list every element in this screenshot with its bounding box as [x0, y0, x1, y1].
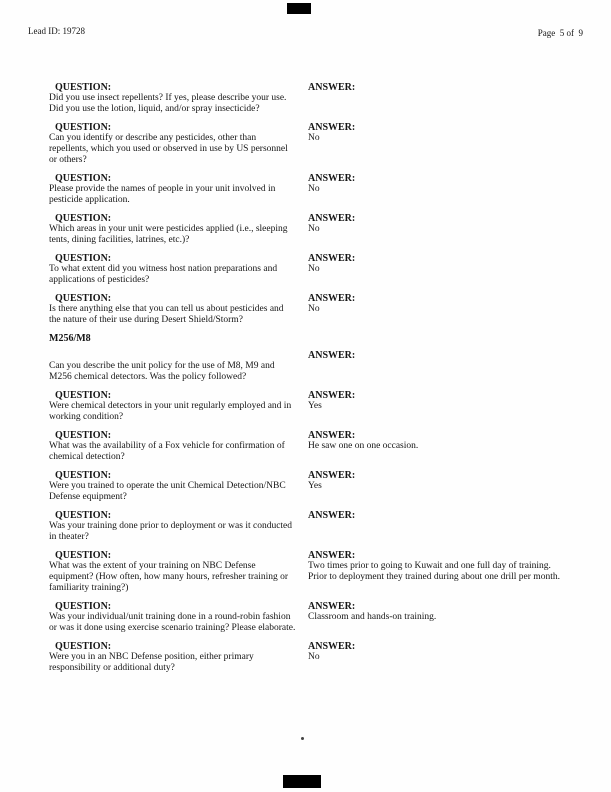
answer-text: Yes	[308, 481, 322, 491]
answer-text: No	[308, 224, 320, 234]
question-text: What was the extent of your training on NBC Defense equipment? (How often, how many hours, refresher training or familiarity training?)	[49, 561, 289, 593]
answer-label: ANSWER:	[308, 82, 356, 93]
answer-text: No	[308, 652, 320, 662]
question-text: Was your individual/unit training done in a round-robin fashion or was it done using exercise scenario training? Please elaborate.	[49, 612, 296, 633]
answer-label: ANSWER:	[308, 213, 356, 224]
question-label: QUESTION:	[55, 641, 112, 652]
qa-item	[49, 550, 576, 594]
answer-label: ANSWER:	[308, 293, 356, 304]
question-text: Were chemical detectors in your unit regularly employed and in working condition?	[49, 401, 292, 422]
answer-text	[308, 361, 576, 383]
qa-item	[49, 293, 576, 326]
question-label: QUESTION:	[55, 253, 112, 264]
qa-item	[49, 350, 576, 383]
question-text: Was your training done prior to deployment or was it conducted in theater?	[49, 521, 293, 542]
qa-item	[49, 253, 576, 286]
qa-content	[49, 82, 576, 681]
answer-label: ANSWER:	[308, 390, 356, 401]
scan-registration-mark-bottom	[283, 775, 321, 788]
answer-text	[308, 93, 576, 115]
question-label: QUESTION:	[55, 82, 112, 93]
qa-item	[49, 82, 576, 115]
question-text: To what extent did you witness host nation preparations and applications of pesticides?	[49, 264, 278, 285]
qa-item	[49, 470, 576, 503]
answer-label: ANSWER:	[308, 641, 356, 652]
answer-label: ANSWER:	[308, 601, 356, 612]
question-label: QUESTION:	[55, 390, 112, 401]
question-label: QUESTION:	[55, 470, 112, 481]
qa-item	[49, 641, 576, 674]
answer-label: ANSWER:	[308, 550, 356, 561]
section-heading: M256/M8	[49, 333, 91, 344]
question-text: Were you in an NBC Defense position, either primary responsibility or additional duty?	[49, 652, 254, 673]
scan-registration-mark-top	[287, 3, 311, 14]
page-number: Page 5 of 9	[537, 28, 583, 38]
qa-item	[49, 122, 576, 166]
question-text: Were you trained to operate the unit Chemical Detection/NBC Defense equipment?	[49, 481, 286, 502]
qa-item	[49, 390, 576, 423]
question-label: QUESTION:	[55, 601, 112, 612]
qa-item	[49, 213, 576, 246]
answer-text: Yes	[308, 401, 322, 411]
answer-text: No	[308, 304, 320, 314]
question-text: Can you describe the unit policy for the use of M8, M9 and M256 chemical detectors. Was the policy followed?	[49, 361, 275, 382]
question-label: QUESTION:	[55, 173, 112, 184]
qa-item	[49, 510, 576, 543]
question-label: QUESTION:	[55, 550, 112, 561]
question-label-empty	[49, 350, 308, 361]
question-text: What was the availability of a Fox vehicle for confirmation of chemical detection?	[49, 441, 285, 462]
qa-item	[49, 173, 576, 206]
answer-label: ANSWER:	[308, 173, 356, 184]
question-label: QUESTION:	[55, 122, 112, 133]
answer-text: No	[308, 184, 320, 194]
answer-label: ANSWER:	[308, 430, 356, 441]
question-label: QUESTION:	[55, 293, 112, 304]
question-text: Is there anything else that you can tell us about pesticides and the nature of their use during Desert Shield/Storm?	[49, 304, 284, 325]
lead-id: Lead ID: 19728	[28, 26, 85, 36]
answer-text: No	[308, 264, 320, 274]
question-label: QUESTION:	[55, 213, 112, 224]
answer-label: ANSWER:	[308, 122, 356, 133]
question-text: Which areas in your unit were pesticides applied (i.e., sleeping tents, dining facilities, latrines, etc.)?	[49, 224, 288, 245]
qa-item	[49, 430, 576, 463]
answer-label: ANSWER:	[308, 350, 356, 361]
answer-text: He saw one on one occasion.	[308, 441, 419, 451]
qa-item	[49, 601, 576, 634]
answer-text: Classroom and hands-on training.	[308, 612, 437, 622]
scan-stray-dot	[301, 737, 304, 740]
question-text: Please provide the names of people in your unit involved in pesticide application.	[49, 184, 276, 205]
answer-text: No	[308, 133, 320, 143]
answer-text: Two times prior to going to Kuwait and one full day of training. Prior to deployment they trained during about one drill per month.	[308, 561, 560, 582]
answer-label: ANSWER:	[308, 470, 356, 481]
question-text: Can you identify or describe any pesticides, other than repellents, which you used or observed in use by US personnel or others?	[49, 133, 288, 165]
answer-label: ANSWER:	[308, 253, 356, 264]
answer-text	[308, 521, 576, 543]
question-text: Did you use insect repellents? If yes, please describe your use. Did you use the lotion, liquid, and/or spray insecticide?	[49, 93, 287, 114]
question-label: QUESTION:	[55, 430, 112, 441]
answer-label: ANSWER:	[308, 510, 356, 521]
question-label: QUESTION:	[55, 510, 112, 521]
